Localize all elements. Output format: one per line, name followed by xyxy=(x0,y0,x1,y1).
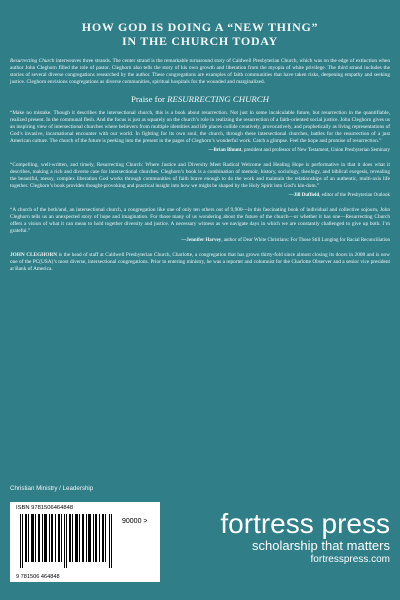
barcode-box xyxy=(10,502,160,582)
praise-book-title: RESURRECTING CHURCH xyxy=(167,94,270,105)
author-bio xyxy=(10,252,390,273)
publisher-url: fortresspress.com xyxy=(310,554,390,565)
quote-2-name: —Jill Duffield xyxy=(288,193,320,199)
back-cover xyxy=(10,10,390,590)
quote-3-attribution xyxy=(10,237,390,244)
praise-prefix: Praise for xyxy=(130,94,168,105)
category-label: Christian Ministry / Leadership xyxy=(10,485,94,492)
quote-1-name: —Brian Blount xyxy=(208,148,242,154)
headline xyxy=(10,10,390,48)
quote-3: “A church of the both/and, an intersectional church, a congregation like one of only ten others out of 9,900—in this fascinating book of individual and collective sojourn, John Cleghorn tells us an unexpected story of hope and imagination. For those many of us wondering about the future of the church—or whether it has one—Resurrecting Church offers a vision of what it can mean to hold together diversity and justice. A necessary witness as we navigate days in which we are constantly challenged to give up both. I’m grateful.” xyxy=(10,207,390,235)
isbn-label: ISBN 9781506464848 xyxy=(16,505,74,511)
publisher-name: fortress press xyxy=(220,508,390,539)
publisher-block xyxy=(220,510,390,566)
headline-line2: IN THE CHURCH TODAY xyxy=(122,34,278,48)
quote-3-affiliation: , author of Dear White Christians: For Those Still Longing for Racial Reconciliation xyxy=(221,238,390,244)
barcode-icon xyxy=(20,514,112,568)
quote-1-attribution xyxy=(10,147,390,154)
quote-2-attribution xyxy=(10,192,390,199)
quote-1-affiliation: , president and professor of New Testament, Union Presbyterian Seminary xyxy=(241,148,390,154)
author-name: JOHN CLEGHORN xyxy=(10,252,58,259)
quote-2-affiliation: , editor of the Presbyterian Outlook xyxy=(319,193,390,199)
intro-book-title: Resurrecting Church xyxy=(10,58,55,64)
author-bio-text: is the head of staff at Caldwell Presbyterian Church, Charlotte, a congregation that has grown thirty-fold since almost closing its doors in 2008 and is now one of the PC(USA)’s most diverse, intersectional congregations. Prior to entering ministry, he was a reporter and columnist for the Charlotte Observer and a senior vice president at Bank of America. xyxy=(10,252,390,273)
headline-line1: HOW GOD IS DOING A “NEW THING” xyxy=(81,20,319,34)
intro-paragraph xyxy=(10,58,390,86)
quote-3-name: —Jennifer Harvey xyxy=(181,238,222,244)
price-code: 90000 > xyxy=(122,518,148,525)
publisher-tagline: scholarship that matters xyxy=(251,538,390,553)
intro-text: interweaves three strands. The center strand is the remarkable turnaround story of Caldwell Presbyterian Church, which was on the edge of extinction when author John Cleghorn filled the role of pastor. Cleghorn also tells the story of his own growth and liberation from the myopia of white privilege. The third strand includes the stories of several diverse congregations researched by the author. These congregations are examples of faith communities that have taken risks, deepening empathy and seeking justice. Cleghorn envisions congregations as diverse communities, spiritual hospitals for the wounded and marginalized. xyxy=(10,58,390,86)
praise-heading xyxy=(10,94,390,104)
quote-1: “Make no mistake. Though it describes the intersectional church, this is a book about resurrection. Not just in some incalculable future, but resurrection in the quantifiable, realized present. In the communal flesh. And the focus is just as squarely on the church’s role in realizing the resurrection of a faith-oriented social justice. John Cleghorn gives us an inspiring view of intersectional churches where believers from multiple identities and life places collide creatively, provocatively, and prophetically as living representations of God’s invasive, incarnational encounter with our world. In fighting for its own soul, the church, through these intersectional churches, battles for the resurrection of a just American culture. The church of the future is peeking into the present in the pages of Cleghorn’s wonderful work. Catch a glimpse. Feel the hope and promise of resurrection.” xyxy=(10,110,390,145)
isbn-digits: 9 781506 464848 xyxy=(16,574,60,580)
quote-2: “Compelling, well-written, and timely, Resurrecting Church: Where Justice and Diversity Meet Radical Welcome and Healing Hope is performative in that it does what it describes, making a rich and diverse case for intersectional churches. Cleghorn’s book is a combination of memoir, history, sociology, theology, and biblical exegesis, revealing the beautiful, messy, complex liberation God works through communities of faith brave enough to do the work and maintain the relationships of an authentic, multi-axis life together. Cleghorn’s book provides thought-provoking and practical insight into how we might be shaped by the Holy Spirit into God’s kin-dom.” xyxy=(10,162,390,190)
